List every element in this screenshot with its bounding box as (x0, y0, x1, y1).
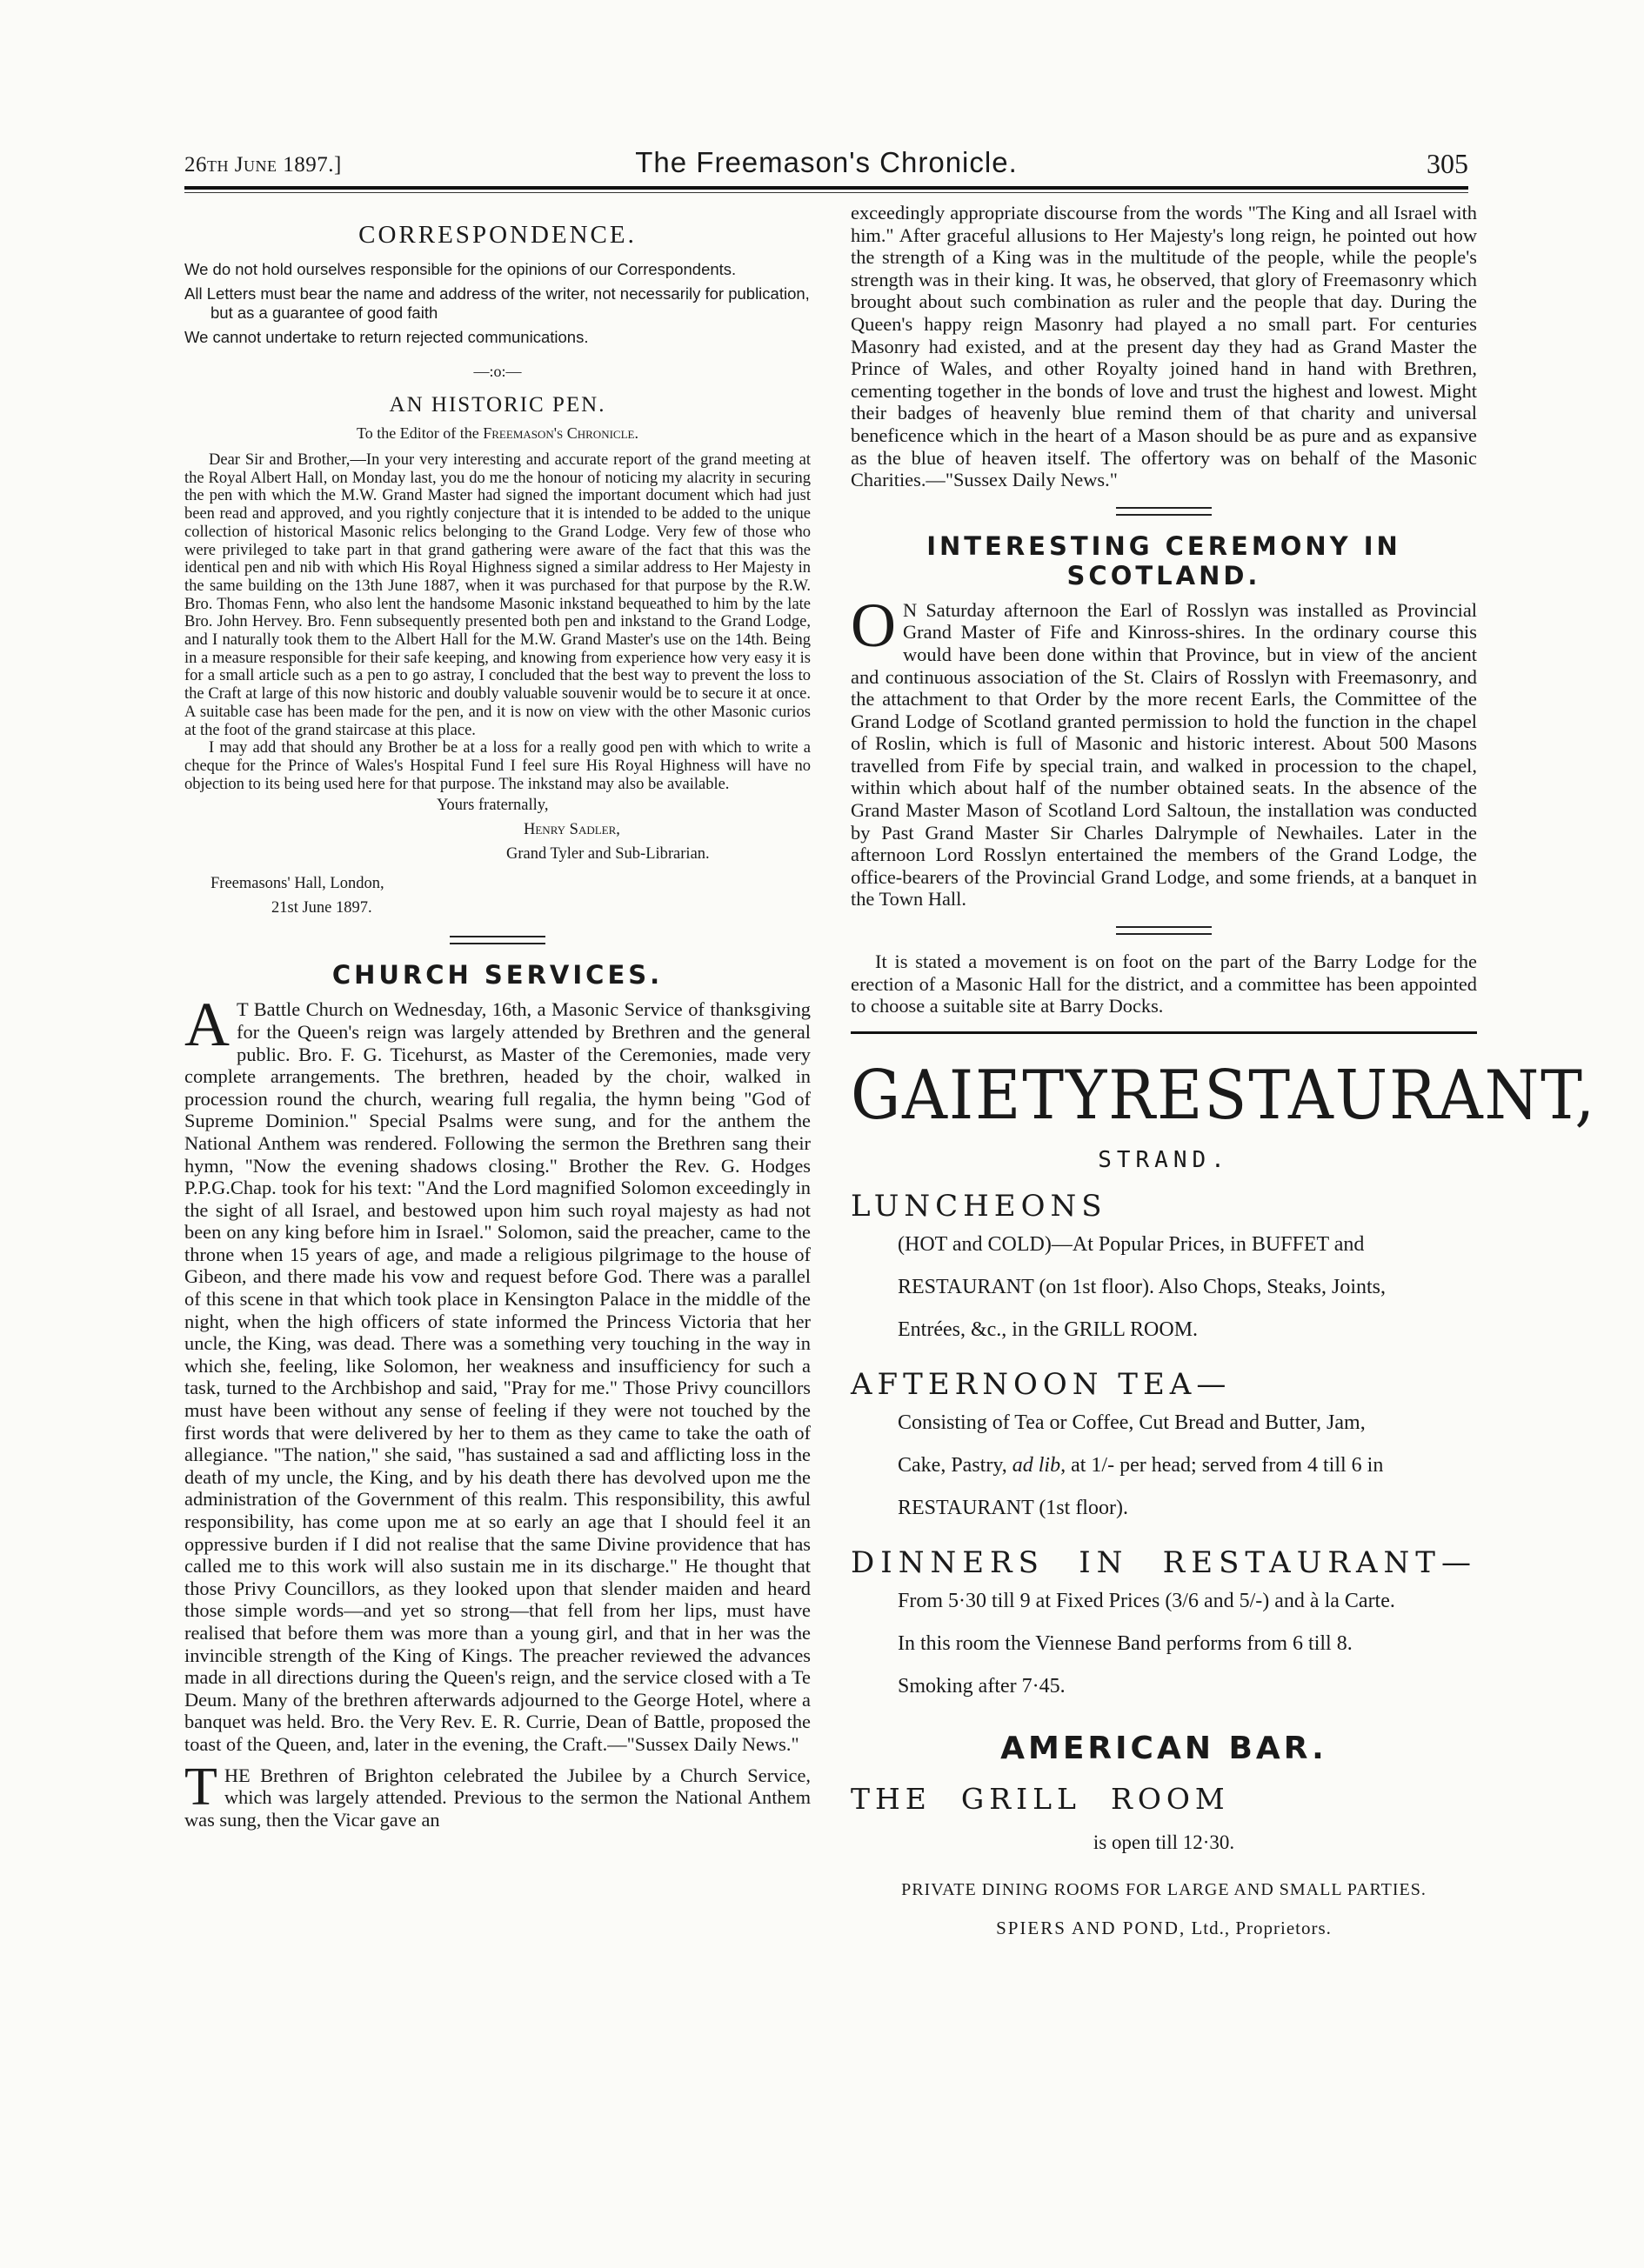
proprietors-suffix: Ltd., Proprietors. (1191, 1917, 1332, 1938)
section-divider (1116, 507, 1212, 516)
left-column (184, 202, 811, 1831)
advert-title-left: GAIETY (851, 1056, 1109, 1135)
luncheons-details (851, 1224, 1477, 1351)
tea-details (851, 1402, 1477, 1530)
dinners-line: In this room the Viennese Band performs from 6 till 8. (898, 1631, 1353, 1655)
luncheons-line: (HOT and COLD)—At Popular Prices, in BUFFET and (898, 1232, 1365, 1256)
tea-heading: AFTERNOON TEA— (851, 1366, 1232, 1402)
brighton-paragraph (184, 1757, 811, 1831)
drop-cap: T (184, 1757, 217, 1817)
letter-signer-role: Grand Tyler and Sub-Librarian. (506, 845, 710, 864)
continued-paragraph: exceedingly appropriate discourse from the words "The King and all Israel with him." After graceful allusions to Her Majesty's long reign, he pointed out how the strength of a King was in the multitude of the people, while the people's strength was in their king. It was, he observed, that glory of Freemasonry which brought about such combination as ruler and the people that day. During the Queen's happy reign Masonry had played a no small part. For centuries Masonry had existed, and at the present day they had as Grand Master the Prince of Wales, and other Royalty joined hand in hand with Brethren, cementing together in the bonds of love and trust the highest and lowest. Might their badges of heavenly blue remind them of that charity and universal beneficence which in the heart of a Mason should be as pure and as expansive as the blue of heaven itself. The offertory was on behalf of the Masonic Charities.—"Sussex Daily News." (851, 202, 1477, 491)
church-services-heading: CHURCH SERVICES. (331, 960, 664, 991)
drop-cap: A (184, 990, 230, 1060)
american-bar-heading: AMERICAN BAR. (1000, 1730, 1327, 1766)
section-divider (450, 936, 545, 944)
dinners-word: IN (1079, 1544, 1129, 1580)
notice-rejected: We cannot undertake to return rejected communications. (184, 328, 589, 346)
addressee-prefix: To the Editor of the (357, 424, 479, 442)
letter-signature (184, 793, 811, 920)
correspondence-heading: CORRESPONDENCE. (358, 221, 637, 249)
letter-signer: Henry Sadler, (524, 821, 620, 839)
issue-date: 26th June 1897.] (184, 153, 342, 177)
tea-line-post: at 1/- per head; served from 4 till 6 in (1071, 1453, 1384, 1477)
notice-letters: All Letters must bear the name and address of the writer, not necessarily for publication, but as a guarantee of good faith (184, 284, 810, 322)
advert-location: STRAND. (1098, 1146, 1230, 1173)
church-paragraph-text: T Battle Church on Wednesday, 16th, a Masonic Service of thanksgiving for the Queen's reign was largely attended by Brethren and the general public. Bro. F. G. Ticehurst, as Master of the Ceremonies, made very complete arrangements. The brethren, headed by the choir, walked in procession round the church, wearing full regalia, the hymn being "God of Supreme Dominion." Special Psalms were sung, and for the anthem the National Anthem was rendered. Following the sermon the Brethren sang their hymn, "Now the evening shadows closing." Brother the Rev. G. Hodges P.P.G.Chap. took for his text: "And the Lord magnified Solomon exceedingly in the sight of all Israel, and bestowed upon him such royal majesty as had not been on any king before him in Israel." Solomon, said the preacher, came to the throne when 15 years of age, and made a religious pilgrimage to the house of Gibeon, and there made his vow and request before God. There was a parallel of this scene in that which took place in Kensington Palace in the middle of the night, when the high officers of state informed the Princess Victoria that her uncle, the King, was dead. There was a something very touching in the way in which she, feeling, like Solomon, her weakness and insufficiency for such a task, turned to the Archbishop and said, "Pray for me." Those Privy councillors must have been without any sense of feeling if they were not touched by the first words that were delivered by her to them as they came to take the oath of allegiance. "The nation," she said, "has sustained a sad and afflicting loss in the death of my uncle, the King, and by his death there has devolved upon me the administration of the Government of this realm. This responsibility, this awful responsibility, has come upon me at so early an age that I should feel it an oppressive burden if I did not realise that the same Divine providence that has called me to this work will also sustain me in its discharge." He thought that those Privy Councillors, as they looked upon that slender maiden and heard those simple words—and yet so strong—that fell from her lips, must have realised that before them was more than a young girl, and that in her was the invincible strength of the King of Kings. The preacher reviewed the advances made in all directions during the Queen's reign, and the service closed with a Te Deum. Many of the brethren afterwards adjourned to the George Hotel, where a banquet was held. Bro. the Very Rev. E. R. Currie, Dean of Battle, proposed the toast of the Queen, and, later in the evening, the Craft.—"Sussex Daily News." (184, 998, 811, 1755)
grill-word: GRILL (960, 1781, 1081, 1816)
section-divider (1116, 926, 1212, 935)
dinners-details (851, 1580, 1477, 1708)
running-header (184, 146, 1468, 184)
dinners-word: RESTAURANT— (1162, 1544, 1477, 1580)
letter-place: Freemasons' Hall, London, (211, 875, 384, 893)
dinners-word: DINNERS (851, 1544, 1045, 1580)
proprietors-name: SPIERS AND POND, (996, 1917, 1186, 1938)
letter-paragraph: Dear Sir and Brother,—In your very interesting and accurate report of the grand meeting at the Royal Albert Hall, on Monday last, you do me the honour of noticing my alacrity in securing the pen with which the M.W. Grand Master had signed the important document which had just been read and approved, and you rightly conjecture that it is intended to be added to the unique collection of historical Masonic relics belonging to the Grand Lodge. Very few of those who were privileged to take part in that grand gathering were aware of the fact that this was the identical pen and nib with which His Royal Highness signed a similar address to Her Majesty in the same building on the 13th June 1887, when it was purchased for that purpose by the R.W. Bro. Thomas Fenn, who also lent the handsome Masonic inkstand bequeathed to him by the late Bro. John Hervey. Bro. Fenn subsequently presented both pen and inkstand to the Grand Lodge, and I naturally took them to the Albert Hall for the M.W. Grand Master's use on the 14th. Being in a measure responsible for their safe keeping, and knowing from experience how very easy it is for a small article such as a pen to go astray, I concluded that the best way to prevent the loss to the Craft at large of this now historic and doubly valuable souvenir would be to secure it at once. A suitable case has been made for the pen, and it is now on view with the other Masonic curios at the foot of the grand staircase at this place. (184, 451, 811, 739)
dinners-line: From 5·30 till 9 at Fixed Prices (3/6 and 5/-) and à la Carte. (898, 1589, 1395, 1612)
gaiety-advertisement (851, 1056, 1596, 1939)
letter-addressee (184, 424, 811, 443)
dinners-heading (851, 1545, 1477, 1580)
scotland-paragraph (851, 590, 1477, 911)
right-column (851, 202, 1596, 1939)
letter-paragraph: I may add that should any Brother be at a loss for a really good pen with which to write a cheque for the Prince of Wales's Hospital Fund I feel sure His Royal Highness will have no objection to its being used here for that purpose. The inkstand may also be available. (184, 739, 811, 793)
grill-word: THE (851, 1781, 932, 1816)
notice-opinions: We do not hold ourselves responsible for the opinions of our Correspondents. (184, 260, 737, 278)
page-number: 305 (1427, 148, 1468, 179)
grill-room-hours: is open till 12·30. (1093, 1831, 1235, 1853)
tea-line (898, 1444, 1477, 1487)
tea-line: Consisting of Tea or Coffee, Cut Bread and Butter, Jam, (898, 1411, 1366, 1434)
advert-title (851, 1056, 1596, 1135)
scotland-heading: INTERESTING CEREMONY IN SCOTLAND. (926, 530, 1401, 590)
tea-line: RESTAURANT (1st floor). (898, 1496, 1128, 1519)
publication-title: The Freemason's Chronicle. (635, 146, 1018, 178)
header-rule (184, 186, 1468, 190)
header-rule-thin (184, 192, 1468, 193)
advert-title-right: RESTAURANT, (1108, 1056, 1596, 1135)
dinners-line: Smoking after 7·45. (898, 1674, 1066, 1698)
scotland-paragraph-text: N Saturday afternoon the Earl of Rosslyn was installed as Provincial Grand Master of Fife and Kinross-shires. In the ordinary course this would have been done within that Province, but in view of the ancient and continuous association of the St. Clairs of Rosslyn with Freemasonry, and the attachment to that Order by the more recent Earls, the Committee of the Grand Lodge of Scotland granted permission to hold the function in the chapel of Roslin, which is full of Masonic and historic interest. About 500 Masons travelled from Fife by special train, and walked in procession to the chapel, within which about half of the number obtained seats. In the absence of the Grand Master Mason of Scotland Lord Saltoun, the installation was conducted by Past Grand Master Sir Charles Dalrymple of Newhailes. Later in the afternoon Lord Rosslyn entertained the members of the Grand Lodge, the office-bearers of the Provincial Grand Lodge, and some friends, at a banquet in the Town Hall. (851, 598, 1477, 911)
advert-rule (851, 1031, 1477, 1034)
letter-title: AN HISTORIC PEN. (389, 393, 606, 417)
private-rooms-line: PRIVATE DINING ROOMS FOR LARGE AND SMALL PARTIES. (901, 1879, 1427, 1899)
letter-closing: Yours fraternally, (437, 797, 549, 815)
proprietors-line (851, 1918, 1477, 1939)
tea-line-pre: Cake, Pastry, (898, 1453, 1007, 1477)
church-paragraph (184, 990, 811, 1755)
luncheons-line: Entrées, &c., in the GRILL ROOM. (898, 1317, 1199, 1341)
drop-cap: O (851, 590, 896, 660)
grill-word: ROOM (1110, 1781, 1230, 1816)
luncheons-line: RESTAURANT (on 1st floor). Also Chops, Steaks, Joints, (898, 1275, 1386, 1298)
addressee-paper: Freemason's Chronicle. (483, 424, 638, 442)
letter-date: 21st June 1897. (271, 899, 372, 917)
brighton-paragraph-text: HE Brethren of Brighton celebrated the Jubilee by a Church Service, which was largely attended. Previous to the sermon the National Anthem was sung, then the Vicar gave an (184, 1764, 811, 1831)
ornament-separator: —:o:— (473, 363, 522, 380)
barry-paragraph: It is stated a movement is on foot on the part of the Barry Lodge for the erection of a Masonic Hall for the district, and a committee has been appointed to choose a suitable site at Barry Docks. (851, 951, 1477, 1017)
tea-line-italic: ad lib, (1012, 1453, 1066, 1477)
luncheons-heading: LUNCHEONS (851, 1188, 1107, 1224)
grill-room-heading (851, 1782, 1477, 1816)
